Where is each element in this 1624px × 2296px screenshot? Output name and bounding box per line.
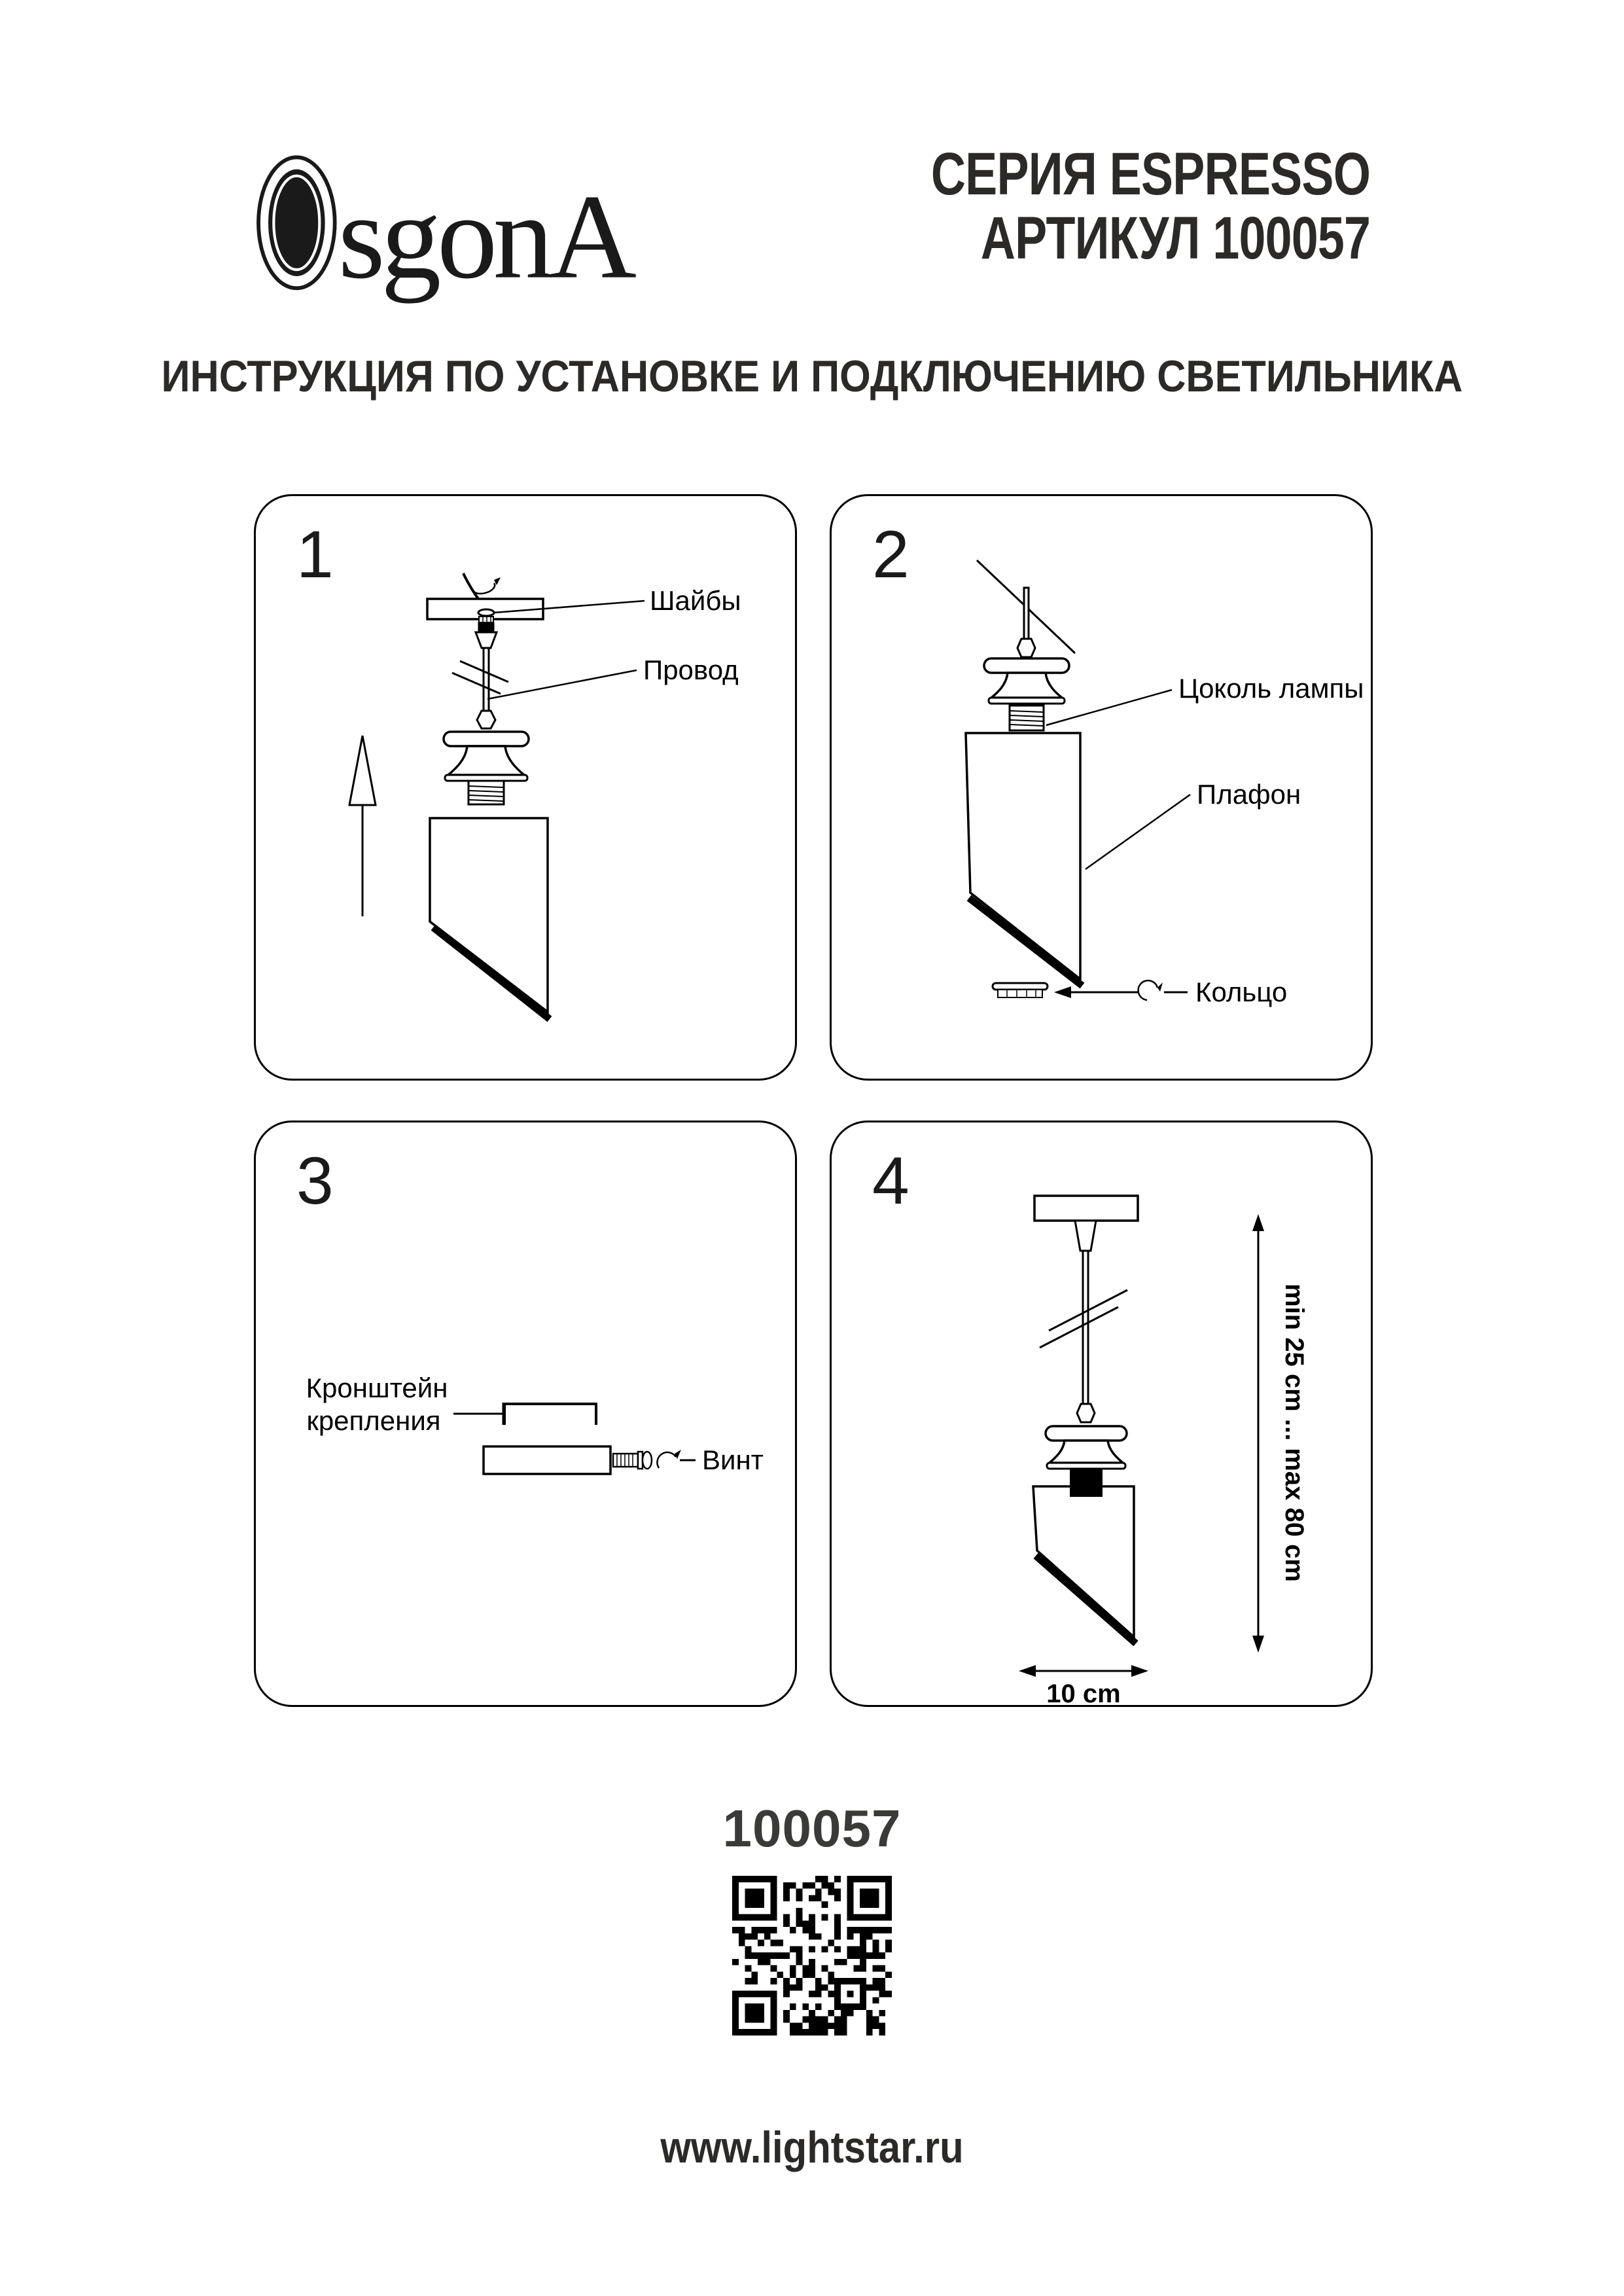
step-panel-3 [254,1121,797,1707]
rotate-icon [473,583,495,594]
series-name: СЕРИЯ ESPRESSO [930,141,1370,207]
suspension-assembly [977,560,1075,730]
holder-bell [1050,1441,1123,1463]
lamp-socket-label: Цоколь лампы [1178,673,1364,704]
height-dimension-arrow [1252,1214,1264,1653]
ring-label: Кольцо [1195,977,1288,1007]
screw-label: Винт [702,1444,764,1475]
website-url: www.lightstar.ru [660,2123,964,2172]
socket-leader-line [1046,690,1172,725]
lower-knob [1017,639,1035,657]
step-3-diagram [256,1122,795,1705]
lamp-shade [430,818,550,1019]
ceiling-plate [1034,1196,1138,1221]
height-range-label: min 25 cm ... max 80 cm [1280,1283,1309,1582]
width-dimension-arrow [1019,1665,1148,1677]
step-number-4: 4 [872,1143,909,1218]
bracket-label-line2: крепления [306,1405,441,1436]
shade-leader-line [1086,795,1190,869]
step-1-diagram [256,496,795,1079]
holder-disc [1046,1426,1127,1441]
width-label: 10 cm [1046,1679,1121,1705]
holder-lip [989,698,1065,704]
washer [478,609,494,616]
logo-letter-o-icon [258,157,335,288]
suspension-rod [1024,588,1029,639]
holder-disc [984,658,1069,673]
wire-leader-line [487,670,637,699]
header-series-block [931,143,1370,270]
bracket-leader-line [453,1403,503,1425]
lamp-shade [1033,1486,1134,1637]
locking-nut [478,622,494,632]
holder-lip [1047,1463,1125,1469]
page-title: ИНСТРУКЦИЯ ПО УСТАНОВКЕ И ПОДКЛЮЧЕНИЮ СВЕТИЛЬНИКА [161,351,1463,401]
holder-bell [448,746,524,775]
step-number-2: 2 [872,517,909,592]
article-number: 100057 [722,1799,902,1857]
assembled-lamp [1033,1196,1138,1643]
article-line: АРТИКУЛ 100057 [980,204,1370,272]
shade-label: Плафон [1197,779,1301,810]
step-4-diagram [832,1122,1371,1705]
cord-grip-cone [476,632,497,648]
logo-wordmark: sgonA [338,170,633,304]
threaded-socket [1010,706,1044,730]
lamp-socket [1070,1468,1103,1497]
rotate-icon [1139,980,1157,1000]
lamp-shade [966,733,1082,986]
qr-code-image [732,1876,892,2036]
up-arrow-icon [349,736,376,916]
wire-label: Провод [643,655,739,685]
mounting-bracket [504,1404,596,1425]
lower-knob [1077,1404,1095,1422]
step-number-1: 1 [296,517,334,592]
washers-label: Шайбы [650,585,741,616]
screw [613,1452,652,1469]
step-panel-1 [254,494,797,1081]
lower-knob [477,711,495,728]
suspension-rod [1083,1251,1088,1404]
holder-bell [991,673,1062,698]
bracket-label-line1: Кронштейн [306,1372,448,1403]
step-panel-2 [830,494,1373,1081]
step-number-3: 3 [296,1143,334,1218]
cord-grip-cone [1075,1221,1096,1251]
break-mark [1040,1307,1118,1348]
retaining-ring [993,983,1048,997]
qr-code [732,1876,892,2036]
canopy-base [484,1446,610,1474]
osgona-logo [252,145,644,309]
step-panel-4 [830,1121,1373,1707]
holder-disc [444,732,529,746]
step-2-diagram [832,496,1371,1079]
suspension-rod [484,648,489,711]
suspension-assembly [427,573,543,804]
screw-rotate-icon [657,1450,696,1468]
